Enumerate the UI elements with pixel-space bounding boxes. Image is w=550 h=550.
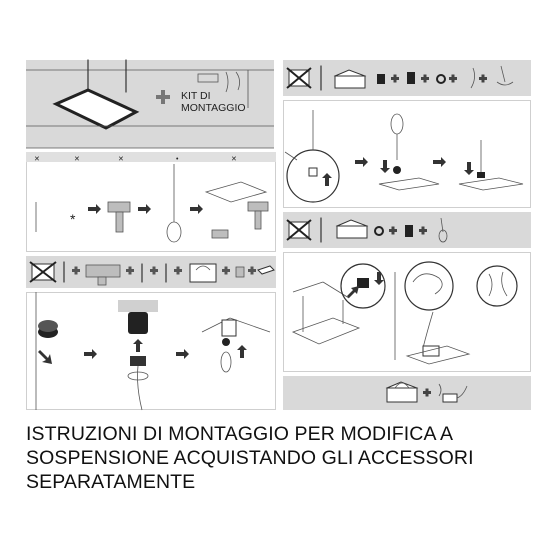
svg-text:*: *: [70, 211, 76, 227]
kit-parts-illustration: [196, 68, 256, 118]
instructions-caption: ISTRUZIONI DI MONTAGGIO PER MODIFICA A SOSPENSIONE ACQUISTANDO GLI ACCESSORI SEPARATAMENTE: [26, 423, 474, 493]
svg-text:•: •: [176, 156, 179, 163]
step-row-1-illustration: [26, 152, 276, 252]
parts-bar-right-2-icons: [283, 212, 531, 248]
step-row-2-illustration: [26, 292, 276, 410]
step-row-3-illustration: [283, 100, 531, 208]
svg-text:✕: ✕: [118, 156, 124, 163]
kit-label: KIT DI MONTAGGIO: [181, 90, 246, 114]
svg-text:✕: ✕: [231, 156, 237, 163]
parts-bar-right-1-icons: [283, 60, 531, 96]
svg-text:✕: ✕: [74, 156, 80, 163]
parts-bar-right-3-icons: [283, 376, 531, 410]
parts-bar-left-icons: [26, 256, 276, 288]
svg-text:✕: ✕: [34, 156, 40, 163]
plus-icon: [156, 90, 170, 104]
step-row-4-illustration: [283, 252, 531, 372]
